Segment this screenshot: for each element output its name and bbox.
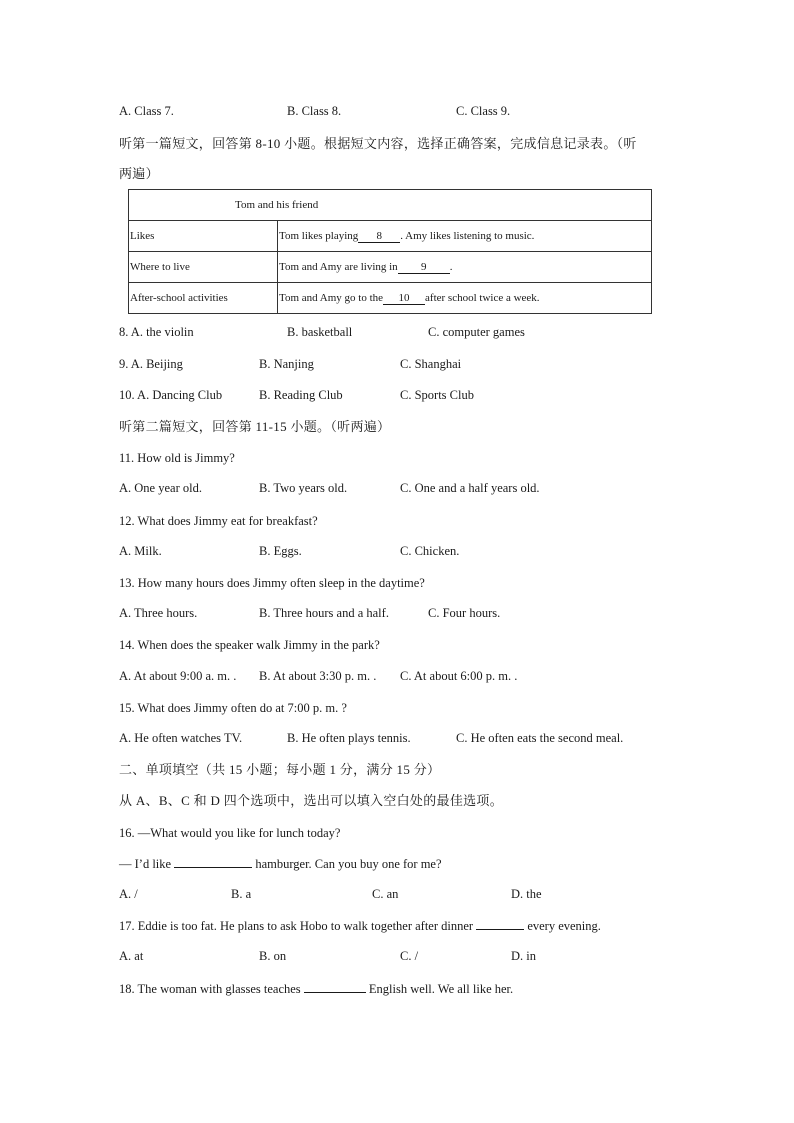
q13-option-b: B. Three hours and a half.	[259, 606, 389, 620]
blank-9: 9	[398, 261, 450, 274]
question-13: 13. How many hours does Jimmy often sleep in the daytime?	[119, 576, 425, 590]
q7-option-a: A. Class 7.	[119, 104, 174, 118]
q12-option-c: C. Chicken.	[400, 544, 460, 558]
row-text: after school twice a week.	[425, 291, 540, 304]
q7-option-b: B. Class 8.	[287, 104, 342, 118]
q16-option-b: B. a	[231, 887, 252, 901]
part2-heading: 二、单项填空（共 15 小题；每小题 1 分，满分 15 分）	[119, 762, 441, 777]
question-11: 11. How old is Jimmy?	[119, 451, 235, 465]
q9-option-a: 9. A. Beijing	[119, 357, 183, 371]
q11-option-a: A. One year old.	[119, 481, 202, 495]
q14-option-a: A. At about 9:00 a. m. .	[119, 669, 237, 683]
question-14: 14. When does the speaker walk Jimmy in the park?	[119, 638, 380, 652]
q18-text: 18. The woman with glasses teaches	[119, 982, 301, 996]
q14-option-b: B. At about 3:30 p. m. .	[259, 669, 377, 683]
q16-text: hamburger. Can you buy one for me?	[255, 857, 442, 871]
row-text: Tom and Amy are living in	[279, 260, 398, 273]
row-text: . Amy likes listening to music.	[400, 229, 535, 242]
q10-option-b: B. Reading Club	[259, 388, 343, 402]
q15-option-a: A. He often watches TV.	[119, 731, 243, 745]
q13-option-a: A. Three hours.	[119, 606, 198, 620]
q16-option-c: C. an	[372, 887, 399, 901]
q7-option-c: C. Class 9.	[456, 104, 511, 118]
section2-instructions: 听第二篇短文，回答第 11-15 小题。（听两遍）	[119, 419, 391, 434]
table-row	[129, 221, 652, 252]
part2-instructions: 从 A、B、C 和 D 四个选项中，选出可以填入空白处的最佳选项。	[119, 793, 504, 808]
row-text: Tom likes playing	[279, 229, 359, 242]
q17-text: every evening.	[527, 919, 601, 933]
q16-option-d: D. the	[511, 887, 542, 901]
q12-option-a: A. Milk.	[119, 544, 162, 558]
table-row	[129, 283, 652, 314]
blank-8: 8	[358, 230, 400, 243]
q13-option-c: C. Four hours.	[428, 606, 501, 620]
row-content	[278, 283, 652, 314]
q17-option-b: B. on	[259, 949, 287, 963]
q16-blank	[174, 867, 252, 868]
q15-option-c: C. He often eats the second meal.	[456, 731, 624, 745]
question-17	[119, 918, 601, 934]
question-16: 16. —What would you like for lunch today?	[119, 826, 341, 840]
row-content	[278, 221, 652, 252]
table-title: Tom and his friend	[129, 190, 652, 221]
q10-option-c: C. Sports Club	[400, 388, 474, 402]
q8-option-c: C. computer games	[428, 325, 525, 339]
q17-blank	[476, 929, 524, 930]
row-text: .	[449, 260, 453, 273]
q15-option-b: B. He often plays tennis.	[287, 731, 411, 745]
question-18	[119, 981, 513, 997]
q10-option-a: 10. A. Dancing Club	[119, 388, 223, 402]
q17-option-c: C. /	[400, 949, 419, 963]
question-12: 12. What does Jimmy eat for breakfast?	[119, 514, 318, 528]
question-15: 15. What does Jimmy often do at 7:00 p. m. ?	[119, 701, 347, 715]
q8-option-a: 8. A. the violin	[119, 325, 194, 339]
q16-text: — I’d like	[119, 857, 172, 871]
q11-option-c: C. One and a half years old.	[400, 481, 540, 495]
q14-option-c: C. At about 6:00 p. m. .	[400, 669, 518, 683]
q18-text: English well. We all like her.	[368, 982, 514, 996]
question-16-response	[119, 856, 442, 872]
row-label: After-school activities	[129, 283, 278, 314]
q18-blank	[304, 992, 366, 993]
q17-text: 17. Eddie is too fat. He plans to ask Hobo to walk together after dinner	[119, 919, 474, 933]
row-label: Likes	[129, 221, 278, 252]
row-label: Where to live	[129, 252, 278, 283]
q9-option-c: C. Shanghai	[400, 357, 462, 371]
q8-option-b: B. basketball	[287, 325, 353, 339]
record-table	[128, 189, 652, 314]
q11-option-b: B. Two years old.	[259, 481, 348, 495]
section1-instructions: 听第一篇短文，回答第 8-10 小题。根据短文内容，选择正确答案，完成信息记录表。（听	[119, 136, 637, 151]
table-row	[129, 252, 652, 283]
q12-option-b: B. Eggs.	[259, 544, 302, 558]
row-content	[278, 252, 652, 283]
q17-option-d: D. in	[511, 949, 536, 963]
row-text: Tom and Amy go to the	[279, 291, 384, 304]
q16-option-a: A. /	[119, 887, 138, 901]
section1-instructions-cont: 两遍）	[119, 166, 159, 181]
blank-10: 10	[383, 292, 425, 305]
q9-option-b: B. Nanjing	[259, 357, 314, 371]
q17-option-a: A. at	[119, 949, 144, 963]
